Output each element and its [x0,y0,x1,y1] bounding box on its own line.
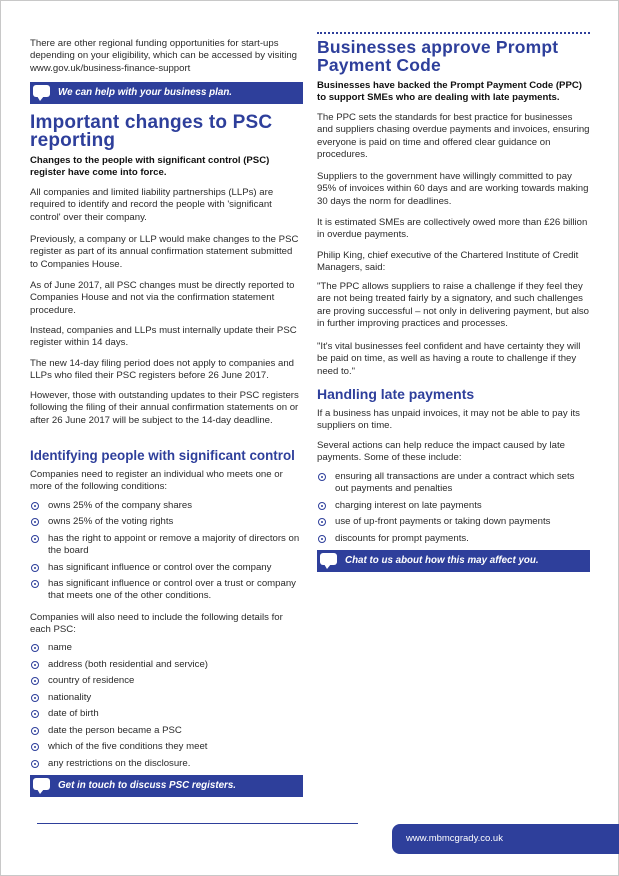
list-item: address (both residential and service) [30,659,303,671]
chat-banner-label: Chat to us about how this may affect you. [345,555,539,566]
bullet-icon [31,710,39,718]
bullet-icon [31,661,39,669]
list-item: ensuring all transactions are under a contract which sets out payments and penalties [317,471,590,496]
ppc-lead: Businesses have backed the Prompt Payment Code (PPC) to support SMEs who are dealing with late payments. [317,80,582,104]
footer-website-tab[interactable] [392,824,619,854]
details-list [30,642,303,770]
late-payments-paragraph-2: Several actions can help reduce the impact caused by late payments. Some of these include: [317,440,565,464]
bullet-icon [31,535,39,543]
ppc-heading: Businesses approve Prompt Payment Code [317,37,559,75]
list-item: date of birth [30,708,303,720]
bullet-icon [31,644,39,652]
bullet-icon [31,518,39,526]
identifying-paragraph-2: Companies will also need to include the following details for each PSC: [30,612,283,636]
psc-paragraph-4: Instead, companies and LLPs must internally update their PSC register within 14 days. [30,325,297,349]
ppc-quote-1: "The PPC allows suppliers to raise a challenge if they feel they are not being treated fairly by a signatory, and such challenges are proving successful – not only in delivering payment, but also in further improving practices and processes. [317,281,589,330]
ppc-paragraph-4: Philip King, chief executive of the Chartered Institute of Credit Managers, said: [317,250,579,274]
ppc-paragraph-1: The PPC sets the standards for best practice for businesses and suppliers chasing overdue payments and invoices, ensuring everyone is paid on time and offered clear guidance on procedures. [317,112,590,161]
list-item: has significant influence or control over the company [30,562,303,574]
psc-paragraph-5: The new 14-day filing period does not apply to companies and LLPs who filed their PSC registers before 26 June 2017. [30,358,294,382]
conditions-list [30,500,303,603]
psc-paragraph-3: As of June 2017, all PSC changes must be directly reported to Companies House and not via the confirmation statement procedure. [30,280,295,316]
identifying-heading: Identifying people with significant control [30,448,295,463]
intro-paragraph: There are other regional funding opportunities for start-ups depending on your eligibility, which can be accessed by visiting www.gov.uk/business-finance-support [30,38,298,74]
list-item: owns 25% of the voting rights [30,516,303,528]
list-item: which of the five conditions they meet [30,741,303,753]
bullet-icon [31,580,39,588]
bullet-icon [318,535,326,543]
list-item: use of up-front payments or taking down payments [317,516,590,528]
list-item: discounts for prompt payments. [317,533,590,545]
bullet-icon [318,473,326,481]
bullet-icon [31,694,39,702]
psc-paragraph-2: Previously, a company or LLP would make changes to the PSC register as part of its annual confirmation statement submitted to Companies House. [30,234,299,270]
identifying-paragraph-1: Companies need to register an individual who meets one or more of the following conditions: [30,469,283,493]
ppc-quote-2: "It's vital businesses feel confident and have certainty they will be paid on time, as well as having a route to challenge if they need to." [317,341,581,377]
bullet-icon [31,743,39,751]
bullet-icon [318,518,326,526]
psc-paragraph-1: All companies and limited liability partnerships (LLPs) are required to identify and record the people with 'significant control' over their company. [30,187,274,223]
speech-bubble-icon [33,85,50,97]
psc-heading: Important changes to PSC reporting [30,112,273,151]
bullet-icon [31,502,39,510]
divider [317,32,590,34]
list-item: country of residence [30,675,303,687]
business-plan-banner[interactable] [30,82,303,104]
footer-rule [37,823,358,824]
list-item: has the right to appoint or remove a majority of directors on the board [30,533,303,558]
psc-paragraph-6: However, those with outstanding updates to their PSC registers following the filing of their annual confirmation statements on or after 26 June 2017 will be subject to the 14-day deadline. [30,390,299,426]
bullet-icon [31,564,39,572]
bullet-icon [31,727,39,735]
psc-registers-banner[interactable] [30,775,303,797]
late-payments-paragraph-1: If a business has unpaid invoices, it may not be able to pay its suppliers on time. [317,408,580,432]
speech-bubble-icon [33,778,50,790]
psc-registers-banner-label: Get in touch to discuss PSC registers. [58,780,237,791]
psc-lead: Changes to the people with significant control (PSC) register have come into force. [30,155,270,179]
list-item: has significant influence or control over a trust or company that meets one of the other conditions. [30,578,303,603]
speech-bubble-icon [320,553,337,565]
list-item: charging interest on late payments [317,500,590,512]
list-item: date the person became a PSC [30,725,303,737]
bullet-icon [31,760,39,768]
list-item: nationality [30,692,303,704]
late-payments-heading: Handling late payments [317,386,475,402]
chat-banner[interactable] [317,550,590,572]
bullet-icon [318,502,326,510]
list-item: name [30,642,303,654]
bullet-icon [31,677,39,685]
ppc-paragraph-2: Suppliers to the government have willingly committed to pay 95% of invoices within 60 days and are working towards making 30 days the norm for deadlines. [317,171,589,207]
list-item: any restrictions on the disclosure. [30,758,303,770]
ppc-paragraph-3: It is estimated SMEs are collectively owed more than £26 billion in overdue payments. [317,217,588,241]
business-plan-banner-label: We can help with your business plan. [58,87,233,98]
actions-list [317,471,590,545]
list-item: owns 25% of the company shares [30,500,303,512]
footer-website-link[interactable]: www.mbmcgrady.co.uk [406,833,503,844]
